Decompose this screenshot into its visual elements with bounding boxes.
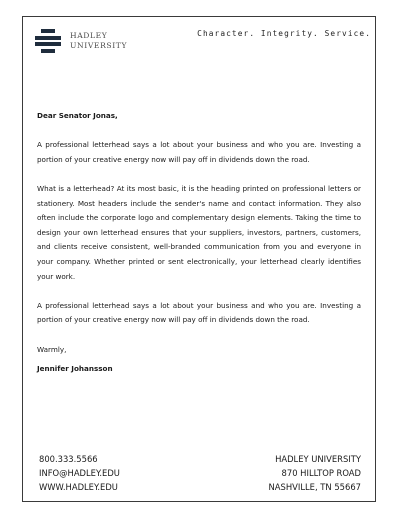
- closing: Warmly,: [37, 344, 67, 354]
- logo-wordmark: [70, 31, 127, 50]
- footer-email: INFO@HADLEY.EDU: [39, 467, 120, 478]
- footer-phone: 800.333.5566: [39, 454, 98, 464]
- footer-city: NASHVILLE, TN 55667: [268, 481, 361, 492]
- logo-line-1: HADLEY: [70, 31, 108, 40]
- logo-bars-icon: [35, 29, 63, 53]
- logo-line-2: UNIVERSITY: [70, 40, 128, 50]
- footer-org-name: HADLEY UNIVERSITY: [275, 454, 361, 464]
- paragraph-2: What is a letterhead? At its most basic, it is the heading printed on professional letters or stationery. Most headers include the sender's name and contact information. They also often include the corporate logo and complementary design elements. Taking the time to design your own letterhead ensures that your suppliers, investors, partners, customers, and clients receive consistent, well-branded communication from you and everyone in your company. Whether printed or sent electronically, your letterhead clearly identifies your work.: [37, 183, 361, 281]
- letterhead-page: [22, 16, 376, 502]
- university-logo: [35, 29, 128, 53]
- paragraph-3: A professional letterhead says a lot about your business and who you are. Investing a portion of your creative energy now will pay off in dividends down the road.: [37, 300, 361, 325]
- salutation: Dear Senator Jonas,: [37, 111, 118, 120]
- tagline: Character. Integrity. Service.: [197, 29, 371, 38]
- signer-name: Jennifer Johansson: [37, 363, 113, 373]
- footer-street: 870 HILLTOP ROAD: [281, 467, 361, 478]
- letter-body: [37, 109, 361, 391]
- paragraph-1: A professional letterhead says a lot about your business and who you are. Investing a portion of your creative energy now will pay off in dividends down the road.: [37, 140, 361, 164]
- footer-website: WWW.HADLEY.EDU: [39, 481, 118, 492]
- footer-contact: [39, 453, 120, 494]
- footer-address: [269, 453, 361, 494]
